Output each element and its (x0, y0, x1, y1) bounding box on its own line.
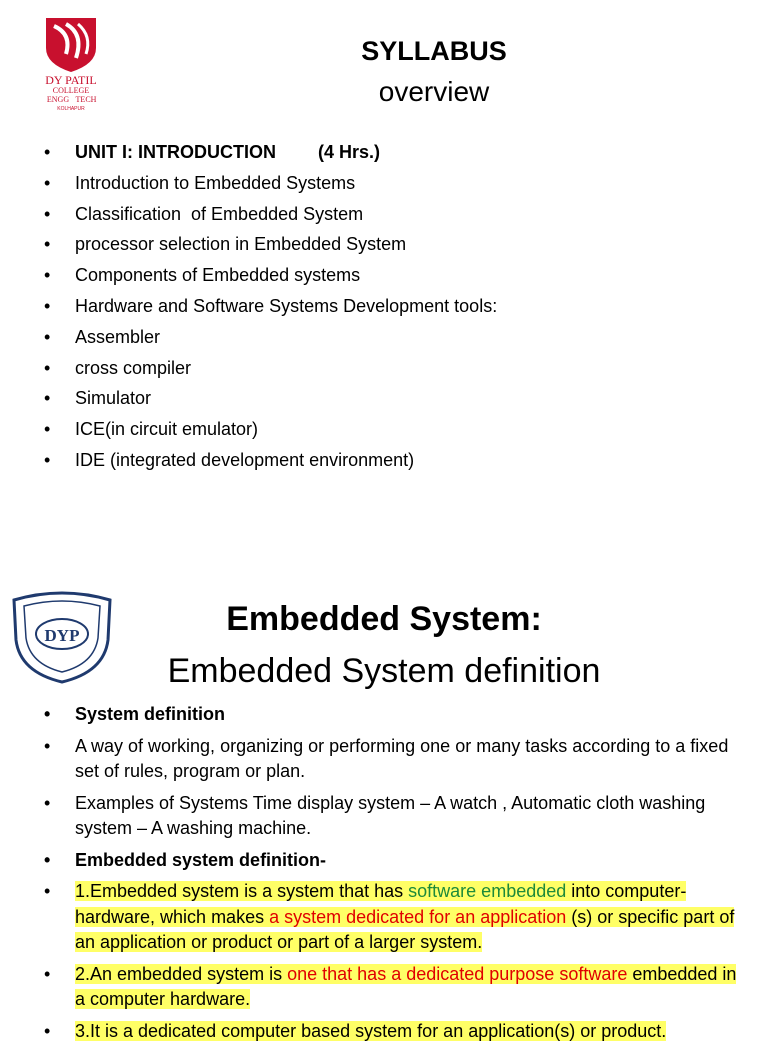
logo-text-3: ENGG (46, 95, 70, 104)
list-item: • Hardware and Software Systems Development tools: (40, 294, 497, 325)
slide1-title: SYLLABUS (361, 36, 507, 66)
logo-text-2: COLLEGE (52, 86, 90, 95)
list-item: • Components of Embedded systems (40, 263, 497, 294)
list-item: • 2.An embedded system is one that has a dedicated purpose software embedded in a computer hardware. (40, 962, 740, 1013)
syllabus-list (40, 140, 497, 479)
list-item: • System definition (40, 702, 740, 728)
list-item: • Classification of Embedded System (40, 202, 497, 233)
list-item: • 1.Embedded system is a system that has software embedded into computer-hardware, which makes a system dedicated for an application (s) or specific part of an application or product or part of a larger system. (40, 879, 740, 956)
logo-text-4: TECH (75, 95, 97, 104)
list-item: • Introduction to Embedded Systems (40, 171, 497, 202)
list-item (40, 140, 497, 171)
list-item: • Embedded system definition- (40, 848, 740, 874)
list-item: • A way of working, organizing or performing one or many tasks according to a fixed set of rules, program or plan. (40, 734, 740, 785)
definition-list (40, 702, 740, 1050)
unit-hours: (4 Hrs.) (317, 142, 380, 162)
logo-text-5: KOLHAPUR (57, 106, 85, 112)
logo-text-1: DY PATIL (45, 73, 97, 87)
unit-heading: UNIT I: INTRODUCTION (75, 142, 276, 162)
list-item: • cross compiler (40, 356, 497, 387)
list-item: • 3.It is a dedicated computer based system for an application(s) or product. (40, 1019, 740, 1045)
list-item: • ICE(in circuit emulator) (40, 417, 497, 448)
slide1-subtitle: overview (378, 76, 490, 107)
emblem-text: DYP (44, 626, 80, 645)
list-item: • Simulator (40, 386, 497, 417)
list-item: • processor selection in Embedded System (40, 232, 497, 263)
list-item: • Examples of Systems Time display system – A watch , Automatic cloth washing system – A washing machine. (40, 791, 740, 842)
list-item: • IDE (integrated development environment) (40, 448, 497, 479)
slide2-subtitle: Embedded System definition (167, 652, 601, 690)
list-item: • Assembler (40, 325, 497, 356)
slide2-title: Embedded System: (226, 600, 542, 638)
